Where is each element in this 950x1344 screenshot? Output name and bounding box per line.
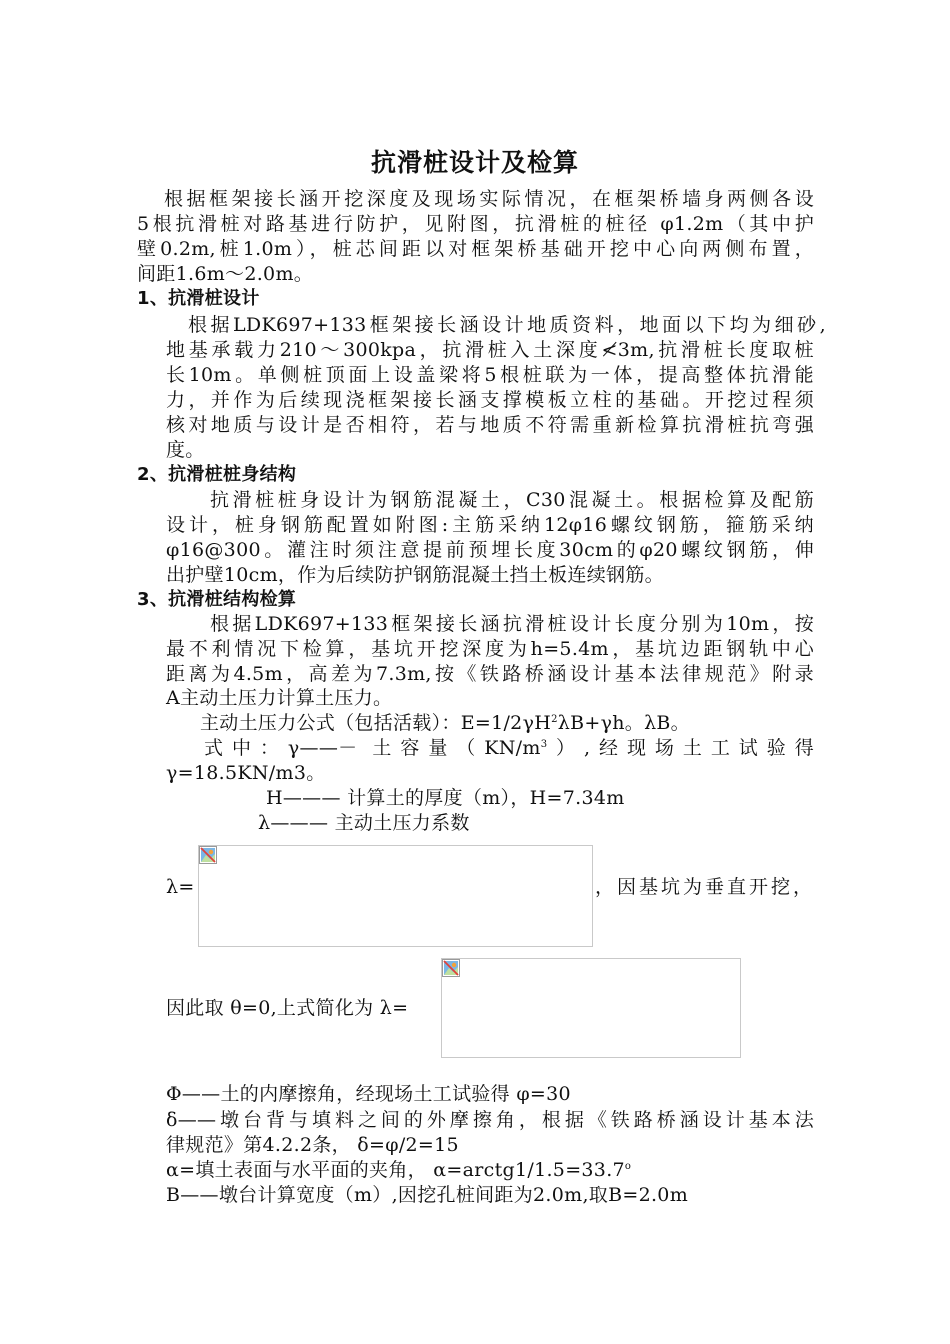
formula-earth-pressure: 主动土压力公式（包括活载）：$E=1/2\gamma H^2\lambda B+\gamma h$。λB。 (200, 712, 690, 734)
intro-line: 壁0.2m,桩1.0m），桩芯间距以对框架桥基础开挖中心向两侧布置， (137, 238, 814, 260)
section-heading-structure: 2、抗滑桩桩身结构 (137, 464, 297, 485)
section3-line: A主动土压力计算土压力。 (166, 687, 393, 709)
broken-image-icon (199, 846, 217, 864)
simplified-lambda-label: 因此取 θ=0,上式简化为 λ= (166, 997, 409, 1019)
b-definition: B——墩台计算宽度（m）,因挖孔桩间距为2.0m,取B=2.0m (166, 1184, 689, 1206)
intro-line: 5根抗滑桩对路基进行防护，见附图，抗滑桩的桩径 φ1.2m（其中护 (137, 213, 814, 235)
section1-line: 力，并作为后续现浇框架接长涵支撑模板立柱的基础。开挖过程须 (166, 389, 814, 411)
section2-line: 抗滑桩桩身设计为钢筋混凝土，C30混凝土。根据检算及配筋 (210, 489, 814, 511)
intro-line: 根据框架接长涵开挖深度及现场实际情况，在框架桥墙身两侧各设 (164, 188, 814, 210)
lambda-definition: λ——— 主动土压力系数 (258, 812, 470, 834)
where-soil-weight: 式中：γ——－ 土容量$(KN/m^3)$,经现场土工试验得 (204, 737, 814, 759)
section-heading-check: 3、抗滑桩结构检算 (137, 589, 297, 610)
page-title: 抗滑桩设计及检算 (370, 148, 579, 177)
alpha-definition: α=填土表面与水平面的夹角， $\alpha=arctg1/1.5=33.7^o$ (166, 1159, 632, 1181)
lambda-equation-tail: ，因基坑为垂直开挖， (595, 876, 816, 898)
delta-definition: δ——墩台背与填料之间的外摩擦角，根据《铁路桥涵设计基本法 (166, 1109, 814, 1131)
section2-line: φ16@300。灌注时须注意提前预埋长度30cm的φ20螺纹钢筋，伸 (166, 539, 814, 561)
phi-definition: Φ——土的内摩擦角，经现场土工试验得 φ=30 (166, 1083, 571, 1105)
section2-line: 出护壁10cm，作为后续防护钢筋混凝土挡土板连续钢筋。 (166, 564, 664, 586)
broken-image-icon (442, 959, 460, 977)
section1-line: 地基承载力210～300kpa，抗滑桩入土深度≮3m,抗滑桩长度取桩 (166, 339, 814, 361)
lambda-formula-image (198, 845, 593, 947)
section1-line: 核对地质与设计是否相符，若与地质不符需重新检算抗滑桩抗弯强 (166, 414, 814, 436)
section2-line: 设计，桩身钢筋配置如附图:主筋采纳12φ16螺纹钢筋，箍筋采纳 (166, 514, 814, 536)
section3-line: 最不利情况下检算，基坑开挖深度为h=5.4m，基坑边距钢轨中心 (166, 638, 814, 660)
h-definition: H——— 计算土的厚度（m），H=7.34m (266, 787, 625, 809)
gamma-value: γ=18.5KN/m3。 (166, 762, 326, 784)
section1-line: 根据LDK697+133框架接长涵设计地质资料，地面以下均为细砂, (188, 314, 826, 336)
delta-definition-cont: 律规范》第4.2.2条， δ=φ/2=15 (166, 1134, 459, 1156)
intro-line: 间距1.6m～2.0m。 (137, 263, 314, 285)
section1-line: 度。 (166, 439, 205, 461)
section3-line: 根据LDK697+133框架接长涵抗滑桩设计长度分别为10m，按 (210, 613, 814, 635)
lambda-equation-label: λ= (166, 876, 195, 898)
section1-line: 长10m。单侧桩顶面上设盖梁将5根桩联为一体，提高整体抗滑能 (166, 364, 814, 386)
section3-line: 距离为4.5m，高差为7.3m,按《铁路桥涵设计基本法律规范》附录 (166, 663, 814, 685)
section-heading-design: 1、抗滑桩设计 (137, 288, 260, 309)
simplified-lambda-image (441, 958, 741, 1058)
